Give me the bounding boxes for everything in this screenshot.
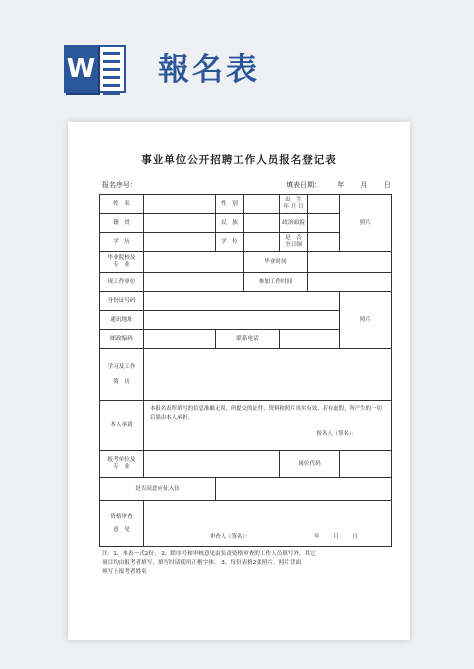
gender-label: 性 别	[216, 195, 244, 214]
degree-value[interactable]	[244, 233, 280, 252]
ethnicity-value[interactable]	[244, 214, 280, 233]
note-line: 项目均由报考者填写，填写时请使用正楷字体。 3、每份表格2张照片，照片背面	[102, 559, 302, 566]
target-unit-value[interactable]	[144, 451, 280, 478]
fill-date-day: 日	[383, 181, 391, 189]
birth-date-label-line2: 年 月 日	[283, 204, 304, 210]
graduate-school-label	[100, 252, 144, 273]
address-label: 通讯地址	[100, 311, 144, 330]
table-row	[100, 349, 392, 401]
resume-label-line2: 简 历	[113, 378, 130, 385]
graduate-school-value[interactable]	[144, 252, 244, 273]
birth-date-value[interactable]	[308, 195, 340, 214]
fill-date-month: 月	[360, 181, 368, 189]
postal-code-label: 邮政编码	[100, 330, 144, 349]
note-line: 须写上报考者姓名	[102, 568, 147, 575]
work-start-time-value[interactable]	[308, 273, 392, 292]
commitment-text: 本报名表所填写的信息准确无误，所提交的证件、资料和照片真实有效，若有虚假，所产生的一切后果由本人承担。	[150, 406, 382, 421]
review-cell[interactable]	[144, 501, 392, 547]
review-label-line2: 意 见	[113, 526, 130, 533]
full-time-label	[280, 233, 308, 252]
target-unit-label-line2: 专 业	[113, 464, 130, 470]
note-line: 注：1、本表一式2份。 2、除序号和审核意见由负责资格审查的工作人员填写外，其它	[102, 551, 316, 557]
phone-label: 联系电话	[216, 330, 280, 349]
form-title: 事业单位公开招聘工作人员报名登记表	[141, 154, 337, 166]
graduation-time-label: 毕业时间	[244, 252, 308, 273]
form-page	[68, 122, 410, 640]
postal-code-value[interactable]	[144, 330, 216, 349]
reviewer-signature-label: 审查人（签名）：	[210, 534, 251, 541]
id-number-label: 身份证号码	[100, 292, 144, 311]
resume-label	[100, 349, 144, 401]
birth-date-label-line1: 出 生	[285, 197, 302, 204]
serial-number-label: 报名序号：	[102, 181, 137, 189]
table-row	[100, 252, 392, 273]
education-value[interactable]	[144, 233, 216, 252]
full-time-label-line1: 是 否	[285, 235, 302, 242]
native-place-value[interactable]	[144, 214, 216, 233]
name-value[interactable]	[144, 195, 216, 214]
word-document-icon	[64, 42, 126, 96]
full-time-label-line2: 全日制	[285, 242, 302, 248]
registration-table	[99, 194, 392, 547]
review-label	[100, 501, 144, 547]
table-row	[100, 478, 392, 501]
table-row	[100, 292, 392, 311]
target-unit-label-line1: 报考单位及	[107, 457, 136, 464]
ethnicity-label: 民 族	[216, 214, 244, 233]
applicant-signature-label: 报名人（签名）：	[316, 431, 357, 438]
graduate-school-label-line2: 专 业	[113, 262, 130, 268]
political-status-value[interactable]	[308, 214, 340, 233]
review-date-day: 日	[352, 534, 358, 541]
photo-box[interactable]: 照片	[340, 195, 392, 252]
resume-value[interactable]	[144, 349, 392, 401]
address-value[interactable]	[144, 311, 340, 330]
table-row	[100, 273, 392, 292]
degree-label: 学 位	[216, 233, 244, 252]
table-row	[100, 401, 392, 451]
accept-adjustment-label: 是否同意应征入伍	[100, 478, 216, 501]
current-employer-label: 现工作单位	[100, 273, 144, 292]
work-start-time-label: 参加工作时间	[244, 273, 308, 292]
commitment-label: 本人承诺	[100, 401, 144, 451]
photo-box-2[interactable]: 照片	[340, 292, 392, 349]
resume-label-line1: 学习及工作	[107, 363, 136, 370]
table-row	[100, 195, 392, 214]
banner-title: 報名表	[158, 52, 260, 88]
graduate-school-label-line1: 毕业院校及	[107, 255, 136, 262]
form-notes	[102, 550, 382, 577]
table-row	[100, 451, 392, 478]
political-status-label: 政治面貌	[280, 214, 308, 233]
review-date-year: 年	[314, 534, 320, 541]
target-unit-label	[100, 451, 144, 478]
word-icon-lines	[94, 45, 126, 93]
birth-date-label	[280, 195, 308, 214]
position-code-label: 岗位代码	[280, 451, 340, 478]
native-place-label: 籍 贯	[100, 214, 144, 233]
position-code-value[interactable]	[340, 451, 392, 478]
accept-adjustment-value[interactable]	[216, 478, 392, 501]
education-label: 学 历	[100, 233, 144, 252]
fill-date	[286, 180, 405, 190]
id-number-value[interactable]	[144, 292, 340, 311]
review-label-line1: 资格审查	[110, 513, 133, 520]
fill-date-year: 年	[337, 181, 345, 189]
word-icon-letter: W	[64, 45, 98, 93]
graduation-time-value[interactable]	[308, 252, 392, 273]
name-label: 姓 名	[100, 195, 144, 214]
phone-value[interactable]	[280, 330, 340, 349]
review-date-month: 月	[333, 534, 339, 541]
commitment-cell	[144, 401, 392, 451]
fill-date-label: 填表日期：	[286, 181, 321, 189]
reviewer-sign-row	[150, 533, 385, 542]
table-row	[100, 501, 392, 547]
document-banner	[0, 0, 474, 120]
full-time-value[interactable]	[308, 233, 340, 252]
current-employer-value[interactable]	[144, 273, 244, 292]
gender-value[interactable]	[244, 195, 280, 214]
